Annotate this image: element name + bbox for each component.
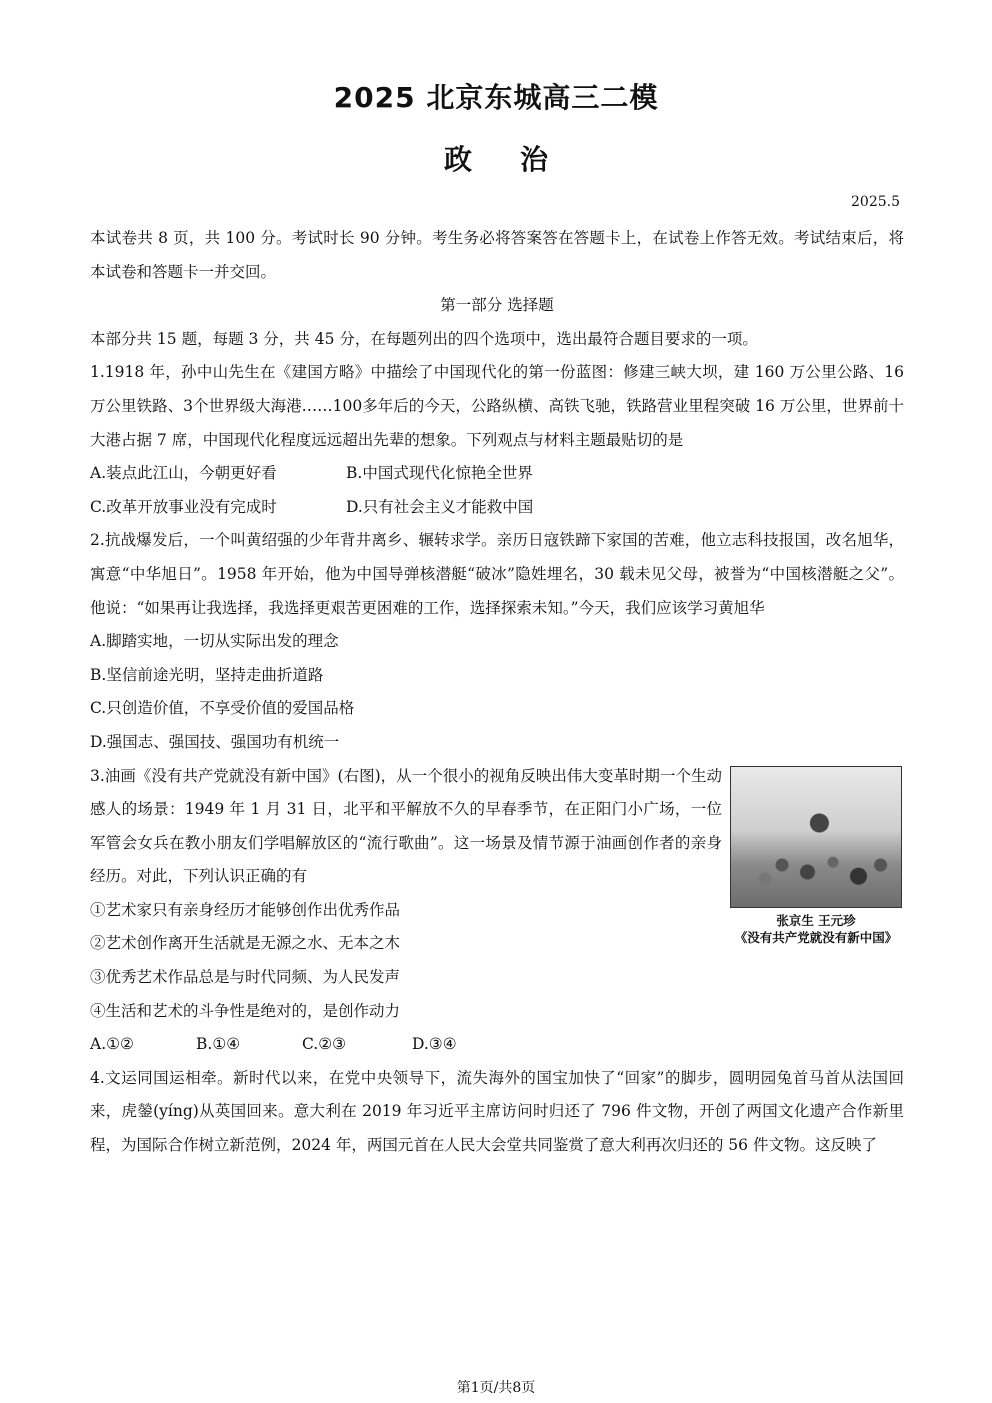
question-1-option-a: A.装点此江山，今朝更好看 (90, 464, 277, 483)
question-1-option-d: D.只有社会主义才能救中国 (346, 497, 534, 516)
question-3-statement-3: ③优秀艺术作品总是与时代同频、为人民发声 (90, 968, 401, 987)
page-indicator: 第1页/共8页 (456, 1380, 536, 1396)
question-4-stem: 4.文运同国运相牵。新时代以来，在党中央领导下，流失海外的国宝加快了“回家”的脚步，圆明园兔首马首从法国回来，虎鎣(yíng)从英国回来。意大利在 2019 年习近平主席访问时归还了 796 件文物，开创了两国文化遗产合作新里程，为国际合作树立新范例，2024 年，两国元首在人民大会堂共同鉴赏了意大利再次归还的 56 件文物。这反映了 (90, 1068, 904, 1155)
question-3-option-b: B.①④ (196, 1035, 241, 1054)
question-3-option-c: C.②③ (302, 1035, 347, 1054)
question-3-statement-4: ④生活和艺术的斗争性是绝对的，是创作动力 (90, 1001, 401, 1020)
question-2-option-d: D.强国志、强国技、强国功有机统一 (90, 732, 340, 751)
exam-intro: 本试卷共 8 页，共 100 分。考试时长 90 分钟。考生务必将答案答在答题卡上，在试卷上作答无效。考试结束后，将本试卷和答题卡一并交回。 (90, 229, 904, 281)
question-1-options-row-1 (90, 457, 904, 491)
oil-painting-image (730, 766, 902, 908)
question-2-option-c: C.只创造价值，不享受价值的爱国品格 (90, 699, 355, 718)
oil-painting-figure (728, 766, 904, 946)
question-2-stem: 2.抗战爆发后，一个叫黄绍强的少年背井离乡、辗转求学。亲历日寇铁蹄下家国的苦难，他立志科技报国，改名旭华，寓意“中华旭日”。1958 年开始，他为中国导弹核潜艇“破冰”隐姓埋名，30 载未见父母，被誉为“中国核潜艇之父”。他说：“如果再让我选择，我选择更艰苦更困难的工作，选择探索未知。”今天，我们应该学习黄旭华 (90, 531, 904, 617)
question-2-option-b: B.坚信前途光明，坚持走曲折道路 (90, 665, 324, 684)
question-1-options-row-2 (90, 491, 904, 525)
question-1-option-b: B.中国式现代化惊艳全世界 (346, 464, 533, 483)
section-title: 第一部分 选择题 (440, 296, 554, 315)
section-instructions: 本部分共 15 题，每题 3 分，共 45 分，在每题列出的四个选项中，选出最符合题目要求的一项。 (90, 329, 758, 348)
exam-title: 2025 北京东城高三二模 (333, 81, 659, 114)
figure-caption-authors: 张京生 王元珍 (776, 912, 856, 928)
question-3-statement-1: ①艺术家只有亲身经历才能够创作出优秀作品 (90, 900, 401, 919)
question-3-stem: 3.油画《没有共产党就没有新中国》(右图)，从一个很小的视角反映出伟大变革时期一个生动感人的场景：1949 年 1 月 31 日，北平和平解放不久的早春季节，在正阳门小广场，一位军管会女兵在教小朋友们学唱解放区的“流行歌曲”。这一场景及情节源于油画创作者的亲身经历。对此，下列认识正确的有 (90, 766, 722, 886)
question-3-statement-2: ②艺术创作离开生活就是无源之水、无本之木 (90, 934, 401, 953)
question-3 (90, 760, 904, 1062)
question-3-options (90, 1028, 904, 1062)
question-3-option-d: D.③④ (412, 1035, 457, 1054)
exam-body (90, 222, 904, 1163)
exam-date: 2025.5 (851, 194, 900, 210)
question-3-option-a: A.①② (90, 1035, 134, 1054)
exam-subject: 政治 (443, 143, 596, 176)
question-1-option-c: C.改革开放事业没有完成时 (90, 497, 277, 516)
question-1-stem: 1.1918 年，孙中山先生在《建国方略》中描绘了中国现代化的第一份蓝图：修建三峡大坝，建 160 万公里公路、16万公里铁路、3个世界级大海港……100多年后的今天，公路纵横、高铁飞驰，铁路营业里程突破 16 万公里，世界前十大港占据 7 席，中国现代化程度远远超出先辈的想象。下列观点与材料主题最贴切的是 (90, 363, 904, 449)
figure-caption-title: 《没有共产党就没有新中国》 (734, 929, 898, 945)
question-2-option-a: A.脚踏实地，一切从实际出发的理念 (90, 632, 339, 651)
